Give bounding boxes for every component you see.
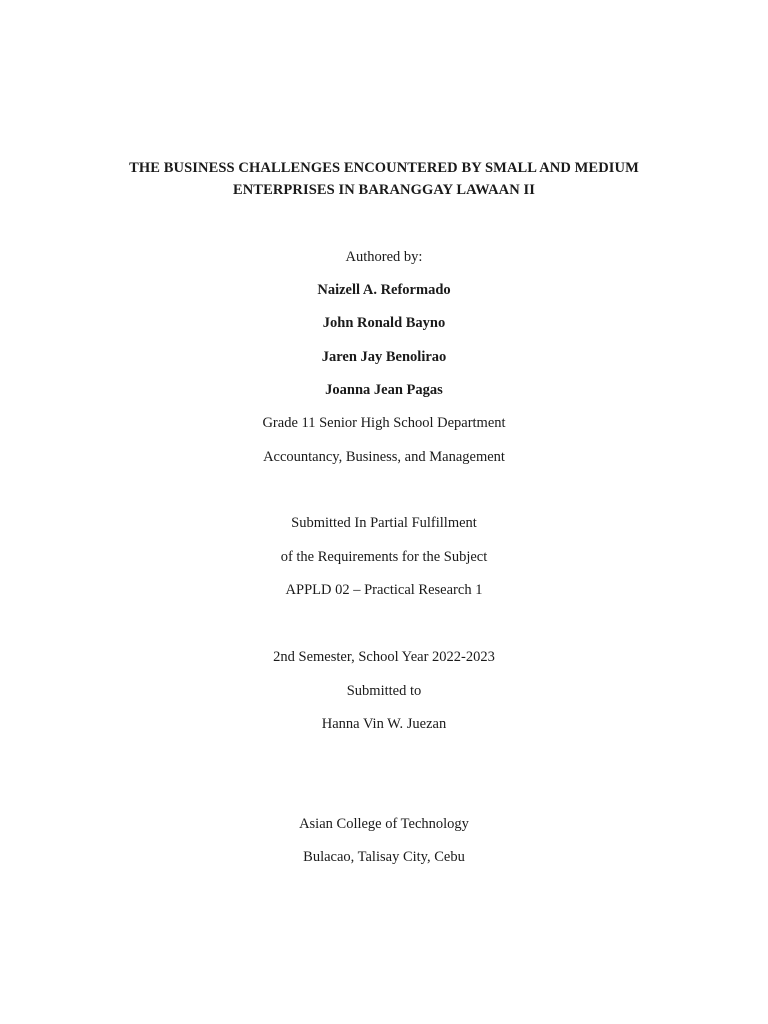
authored-by-label: Authored by:: [345, 249, 423, 265]
school-name: Asian College of Technology: [299, 816, 469, 832]
semester: 2nd Semester, School Year 2022-2023: [273, 649, 495, 665]
school-address: Bulacao, Talisay City, Cebu: [303, 849, 465, 865]
grade-department: Grade 11 Senior High School Department: [262, 415, 506, 431]
author-name: John Ronald Bayno: [322, 315, 446, 331]
submission-line-1: Submitted In Partial Fulfillment: [291, 515, 477, 531]
teacher-name: Hanna Vin W. Juezan: [321, 716, 447, 732]
author-name: Naizell A. Reformado: [317, 282, 451, 298]
title-line-1: THE BUSINESS CHALLENGES ENCOUNTERED BY SMALL AND MEDIUM: [129, 160, 639, 176]
submitted-to-label: Submitted to: [346, 683, 422, 699]
strand: Accountancy, Business, and Management: [263, 449, 505, 465]
submission-line-2: of the Requirements for the Subject: [280, 549, 488, 565]
subject: APPLD 02 – Practical Research 1: [285, 582, 483, 598]
title-line-2: ENTERPRISES IN BARANGGAY LAWAAN II: [232, 182, 536, 198]
author-name: Joanna Jean Pagas: [325, 382, 443, 398]
author-name: Jaren Jay Benolirao: [321, 349, 447, 365]
